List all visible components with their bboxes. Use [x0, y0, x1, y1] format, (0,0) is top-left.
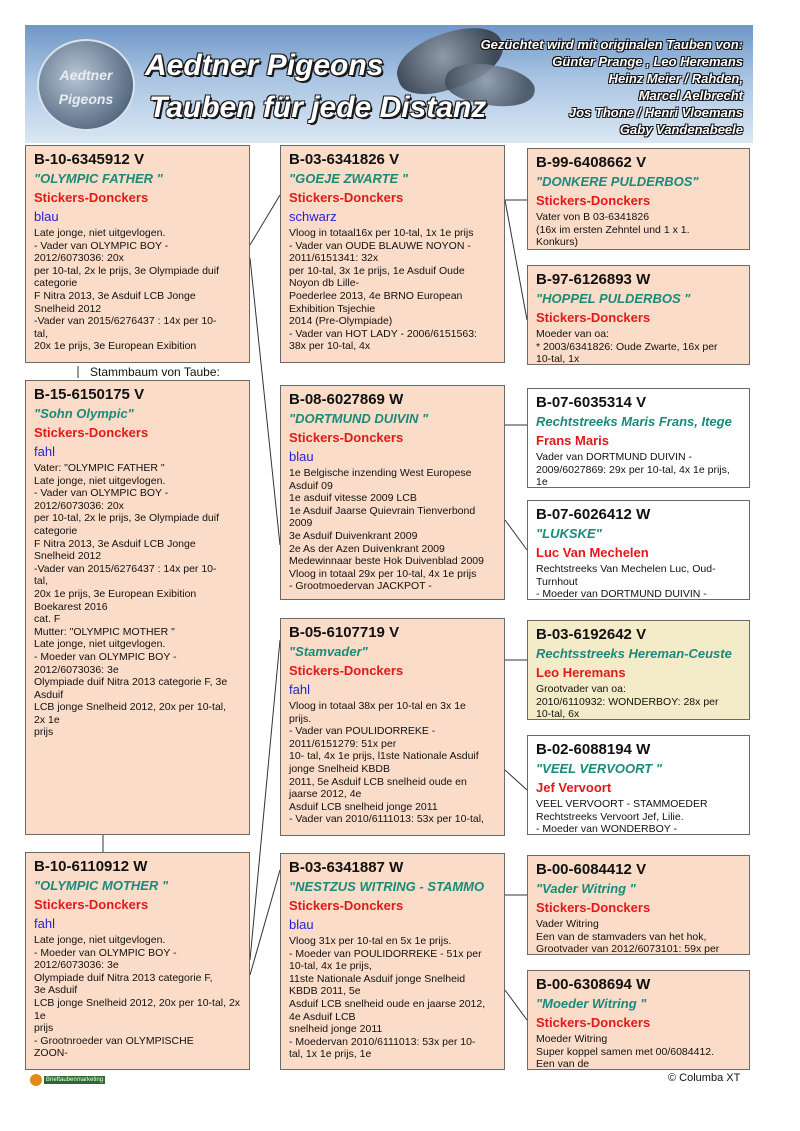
pigeon-info: Moeder Witring Super koppel samen met 00/6084412. Een van de	[536, 1033, 715, 1070]
breeder-line: Gaby Vandenabeele	[619, 122, 743, 137]
owner-name: Stickers-Donckers	[536, 193, 651, 208]
owner-name: Jef Vervoort	[536, 780, 612, 795]
pedigree-card-father[interactable]	[25, 145, 250, 363]
pigeon-info: Vloog in totaal 38x per 10-tal en 3x 1e prijs. - Vader van POULIDORREKE - 2011/6151279: 51x per 10- tal, 4x 1e prijs, l1ste Nationale Asduif jonge Snelheid KBDB 2011, 5e Asduif LCB snelheid oude en jaarse 2012, 4e Asduif LCB snelheid jonge 2011 - Vader van 2010/6111013: 53x per 10-tal,	[289, 700, 484, 826]
connector-line	[250, 195, 280, 245]
connector-line	[505, 200, 527, 320]
pigeon-name: Rechtsstreeks Hereman-Ceuste	[536, 646, 732, 661]
pigeon-info: Rechtstreeks Van Mechelen Luc, Oud- Turnhout - Moeder van DORTMUND DUIVIN -	[536, 563, 716, 600]
ring-number: B-08-6027869 W	[289, 391, 404, 408]
ring-number: B-02-6088194 W	[536, 741, 651, 758]
pigeon-color: fahl	[34, 916, 55, 931]
ring-number: B-00-6308694 W	[536, 976, 651, 993]
ring-number: B-10-6110912 W	[34, 858, 148, 875]
connector-line	[250, 640, 280, 960]
logo-text: Pigeons	[58, 91, 114, 107]
owner-name: Stickers-Donckers	[289, 898, 404, 913]
ring-number: B-07-6026412 W	[536, 506, 651, 523]
banner-title: Aedtner Pigeons	[145, 49, 384, 82]
ring-number: B-03-6192642 V	[536, 626, 647, 643]
pigeon-info: Late jonge, niet uitgevlogen. - Moeder van OLYMPIC BOY - 2012/6073036: 3e Olympiade duif Nitra 2013 categorie F, 3e Asduif LCB jonge Snelheid 2012, 20x per 10-tal, 2x 1e prijs - Grootnroeder van OLYMPISCHE ZOON-	[34, 934, 241, 1060]
pigeon-name: "VEEL VERVOORT "	[536, 761, 662, 776]
ring-number: B-15-6150175 V	[34, 386, 145, 403]
pigeon-color: blau	[289, 449, 314, 464]
pedigree-card-mmm[interactable]	[527, 970, 750, 1070]
pedigree-card-subject[interactable]	[25, 380, 250, 835]
owner-name: Stickers-Donckers	[536, 310, 651, 325]
pedigree-card-mfm[interactable]	[527, 735, 750, 835]
owner-name: Stickers-Donckers	[34, 897, 149, 912]
pigeon-color: blau	[34, 209, 59, 224]
pedigree-card-mmf[interactable]	[527, 855, 750, 955]
pedigree-card-ffm[interactable]	[527, 265, 750, 365]
connector-line	[505, 520, 527, 550]
stammbaum-label: Stammbaum von Taube:	[90, 365, 220, 379]
ring-number: B-97-6126893 W	[536, 271, 651, 288]
pigeon-name: "GOEJE ZWARTE "	[289, 171, 408, 186]
ring-number: B-07-6035314 V	[536, 394, 647, 411]
pedigree-card-fm[interactable]	[280, 385, 505, 600]
footer-logo-text: Brieftaubenmarketing	[46, 1077, 104, 1083]
breeder-line: Heinz Meier / Rahden,	[608, 71, 743, 86]
pigeon-name: "OLYMPIC FATHER "	[34, 171, 163, 186]
pedigree-card-fmf[interactable]	[527, 388, 750, 488]
footer-logo	[30, 1074, 105, 1086]
pigeon-name: "Moeder Witring "	[536, 996, 647, 1011]
copyright-text: © Columba XT	[668, 1072, 741, 1084]
pedigree-card-mf[interactable]	[280, 618, 505, 836]
pedigree-card-fff[interactable]	[527, 148, 750, 250]
pigeon-info: Vloog in totaal16x per 10-tal, 1x 1e prijs - Vader van OUDE BLAUWE NOYON - 2011/6151341: 32x per 10-tal, 3x 1e prijs, 1e Asduif Oude Noyon db Lille- Poederlee 2013, 4e BRNO European Exhibition Tsjechie 2014 (Pre-Olympiade) - Vader van HOT LADY - 2006/6151563: 38x per 10-tal, 4x	[289, 227, 477, 353]
pigeon-info: VEEL VERVOORT - STAMMOEDER Rechtstreeks Vervoort Jef, Lilie. - Moeder van WONDERBOY -	[536, 798, 708, 835]
pigeon-info: Vloog 31x per 10-tal en 5x 1e prijs. - Moeder van POULIDORREKE - 51x per 10-tal, 4x 1e prijs, 11ste Nationale Asduif jonge Snelheid KBDB 2011, 5e Asduif LCB snelheid oude en jaarse 2012, 4e Asduif LCB snelheid jonge 2011 - Moedervan 2010/6111013: 53x per 10- tal, 1x 1e prijs, 1e	[289, 935, 486, 1061]
pigeon-name: "Stamvader"	[289, 644, 368, 659]
pigeon-info: Vader Witring Een van de stamvaders van het hok, Grootvader van 2012/6073101: 59x per	[536, 918, 720, 955]
pigeon-name: "NESTZUS WITRING - STAMMO	[289, 879, 485, 894]
ring-number: B-05-6107719 V	[289, 624, 400, 641]
owner-name: Stickers-Donckers	[289, 190, 404, 205]
logo-text: Aedtner	[59, 67, 113, 83]
pigeon-icon	[30, 1074, 42, 1086]
owner-name: Stickers-Donckers	[34, 425, 149, 440]
pedigree-card-mff[interactable]	[527, 620, 750, 720]
pigeon-info: Grootvader van oa: 2010/6110932: WONDERBOY: 28x per 10-tal, 6x	[536, 683, 719, 720]
breeder-line: Günter Prange , Leo Heremans	[552, 54, 743, 69]
breeder-line: Jos Thone / Henri Vloemans	[568, 105, 743, 120]
breeder-line: Gezüchtet wird mit originalen Tauben von:	[480, 37, 743, 52]
ring-number: B-03-6341826 V	[289, 151, 400, 168]
pigeon-color: fahl	[34, 444, 55, 459]
connector-line	[250, 870, 280, 975]
pigeon-info: Late jonge, niet uitgevlogen. - Vader van OLYMPIC BOY - 2012/6073036: 20x per 10-tal, 2x le prijs, 3e Olympiade duif categorie F Nitra 2013, 3e Asduif LCB Jonge Snelheid 2012 -Vader van 2015/6276437 : 14x per 10- tal, 20x 1e prijs, 3e European Exibition	[34, 227, 220, 353]
pigeon-color: fahl	[289, 682, 310, 697]
owner-name: Stickers-Donckers	[289, 430, 404, 445]
pigeon-name: "Vader Witring "	[536, 881, 636, 896]
pigeon-name: Rechtstreeks Maris Frans, Itege	[536, 414, 732, 429]
pigeon-name: "OLYMPIC MOTHER "	[34, 878, 169, 893]
owner-name: Leo Heremans	[536, 665, 626, 680]
ring-number: B-00-6084412 V	[536, 861, 647, 878]
owner-name: Stickers-Donckers	[34, 190, 149, 205]
ring-number: B-03-6341887 W	[289, 859, 404, 876]
ring-number: B-10-6345912 V	[34, 151, 145, 168]
owner-name: Stickers-Donckers	[289, 663, 404, 678]
pigeon-info: Vater von B 03-6341826 (16x im ersten Zehntel und 1 x 1. Konkurs)	[536, 211, 690, 249]
pedigree-card-fmm[interactable]	[527, 500, 750, 600]
owner-name: Stickers-Donckers	[536, 1015, 651, 1030]
owner-name: Stickers-Donckers	[536, 900, 651, 915]
owner-name: Luc Van Mechelen	[536, 545, 649, 560]
pigeon-name: "Sohn Olympic"	[34, 406, 134, 421]
pigeon-info: Moeder van oa: * 2003/6341826: Oude Zwarte, 16x per 10-tal, 1x	[536, 328, 718, 365]
pigeon-name: "DORTMUND DUIVIN "	[289, 411, 429, 426]
breeder-line: Marcel Aelbrecht	[638, 88, 743, 103]
pigeon-name: "LUKSKE"	[536, 526, 602, 541]
pigeon-info: 1e Belgische inzending West Europese Asduif 09 1e asduif vitesse 2009 LCB 1e Asduif Jaarse Quievrain Tienverbond 2009 3e Asduif Duivenkrant 2009 2e As der Azen Duivenkrant 2009 Medewinnaar beste Hok Duivenblad 2009 Vloog in totaal 29x per 10-tal, 4x 1e prijs - Grootmoedervan JACKPOT -	[289, 467, 484, 593]
pedigree-card-ff[interactable]	[280, 145, 505, 363]
connector-line	[250, 258, 280, 545]
pigeon-name: "HOPPEL PULDERBOS "	[536, 291, 691, 306]
pigeon-color: schwarz	[289, 209, 337, 224]
pigeon-color: blau	[289, 917, 314, 932]
banner-subtitle: Tauben für jede Distanz	[149, 91, 487, 124]
ring-number: B-99-6408662 V	[536, 154, 647, 171]
connector-line	[505, 990, 527, 1020]
pedigree-card-mother[interactable]	[25, 852, 250, 1070]
connector-line	[505, 770, 527, 790]
pedigree-card-mm[interactable]	[280, 853, 505, 1070]
owner-name: Frans Maris	[536, 433, 609, 448]
pigeon-info: Vader van DORTMUND DUIVIN - 2009/6027869: 29x per 10-tal, 4x 1e prijs, 1e	[536, 451, 730, 488]
pigeon-name: "DONKERE PULDERBOS"	[536, 174, 699, 189]
pigeon-info: Vater: "OLYMPIC FATHER " Late jonge, niet uitgevlogen. - Vader van OLYMPIC BOY - 2012/6073036: 20x per 10-tal, 2x le prijs, 3e Olympiade duif categorie F Nitra 2013, 3e Asduif LCB Jonge Snelheid 2012 -Vader van 2015/6276437 : 14x per 10- tal, 20x 1e prijs, 3e European Exibition Boekarest 2016 cat. F Mutter: "OLYMPIC MOTHER " Late jonge, niet uitgevlogen. - Moeder van OLYMPIC BOY - 2012/6073036: 3e Olympiade duif Nitra 2013 categorie F, 3e Asduif LCB jonge Snelheid 2012, 20x per 10-tal, 2x 1e prijs	[34, 462, 228, 739]
